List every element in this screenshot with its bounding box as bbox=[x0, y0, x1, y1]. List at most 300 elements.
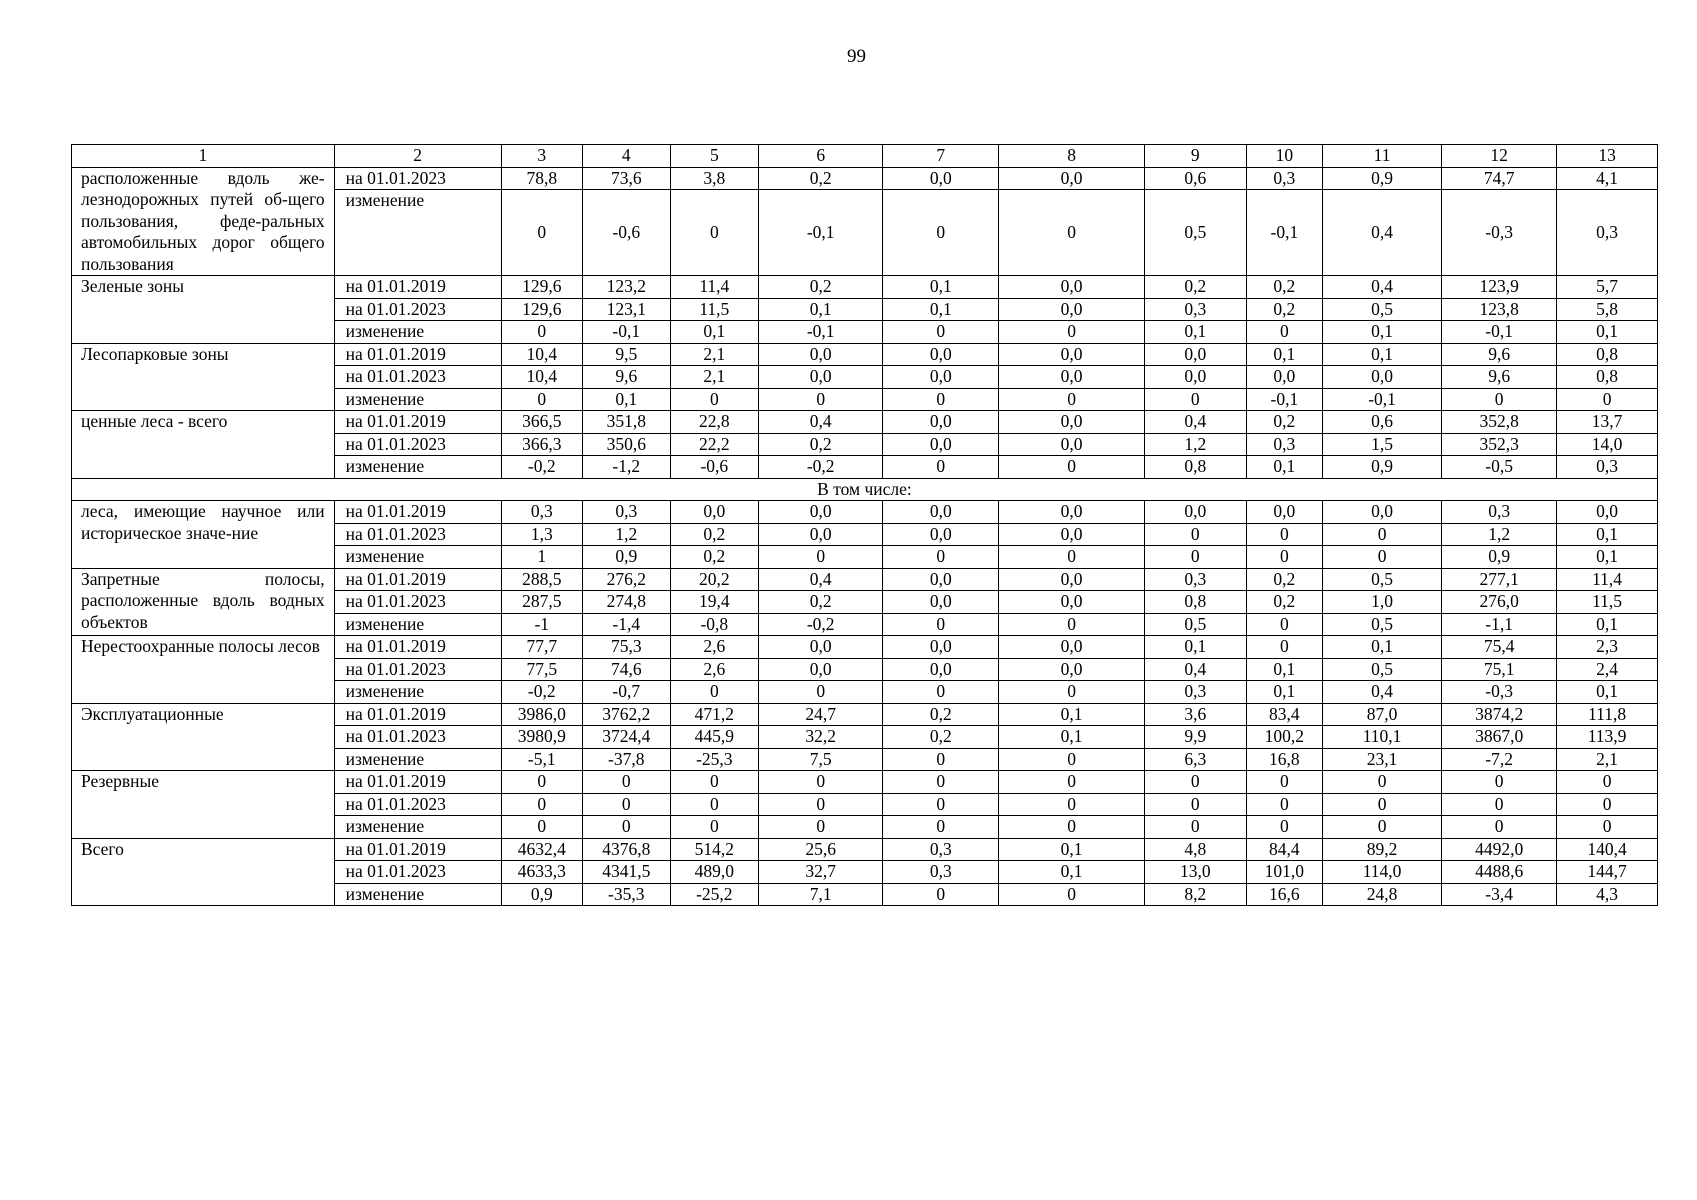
value-cell: 0 bbox=[1144, 816, 1246, 839]
value-cell: -1,2 bbox=[583, 456, 671, 479]
value-cell: 366,5 bbox=[501, 411, 582, 434]
value-cell: 0 bbox=[1144, 771, 1246, 794]
value-cell: 0,6 bbox=[1323, 411, 1442, 434]
value-cell: 0 bbox=[1557, 793, 1658, 816]
value-cell: 0,0 bbox=[1246, 366, 1322, 389]
value-cell: 0 bbox=[1246, 321, 1322, 344]
value-cell: 9,5 bbox=[583, 343, 671, 366]
value-cell: 0 bbox=[883, 613, 999, 636]
value-cell: 0,4 bbox=[1323, 190, 1442, 276]
value-cell: -25,3 bbox=[670, 748, 759, 771]
value-cell: 0 bbox=[759, 793, 883, 816]
value-cell: 0,1 bbox=[1557, 523, 1658, 546]
value-cell: 0 bbox=[759, 816, 883, 839]
value-cell: 0 bbox=[999, 388, 1145, 411]
value-cell: 0 bbox=[1442, 771, 1557, 794]
value-cell: 0,0 bbox=[883, 636, 999, 659]
category-cell: расположенные вдоль же-лезнодорожных путей об-щего пользования, феде-ральных автомобильных дорог общего пользования bbox=[72, 167, 335, 276]
column-number-cell: 10 bbox=[1246, 145, 1322, 168]
forest-statistics-table bbox=[71, 144, 1658, 906]
category-cell: Резервные bbox=[72, 771, 335, 839]
value-cell: 0 bbox=[1144, 523, 1246, 546]
value-cell: 0,2 bbox=[1246, 298, 1322, 321]
subheader-cell: В том числе: bbox=[72, 478, 1658, 501]
table-row bbox=[72, 703, 1658, 726]
value-cell: 0 bbox=[999, 456, 1145, 479]
value-cell: 140,4 bbox=[1557, 838, 1658, 861]
value-cell: 0 bbox=[1246, 816, 1322, 839]
value-cell: 0,3 bbox=[883, 861, 999, 884]
value-cell: 0,2 bbox=[670, 523, 759, 546]
period-cell: на 01.01.2019 bbox=[334, 568, 501, 591]
period-cell: на 01.01.2023 bbox=[334, 793, 501, 816]
period-cell: изменение bbox=[334, 613, 501, 636]
value-cell: 0,3 bbox=[1442, 501, 1557, 524]
value-cell: 0 bbox=[501, 388, 582, 411]
value-cell: 0,0 bbox=[999, 433, 1145, 456]
value-cell: 9,6 bbox=[1442, 343, 1557, 366]
value-cell: 0,5 bbox=[1323, 613, 1442, 636]
value-cell: 0,0 bbox=[759, 636, 883, 659]
value-cell: 23,1 bbox=[1323, 748, 1442, 771]
value-cell: 77,5 bbox=[501, 658, 582, 681]
value-cell: 0,3 bbox=[1144, 681, 1246, 704]
value-cell: 84,4 bbox=[1246, 838, 1322, 861]
value-cell: 77,7 bbox=[501, 636, 582, 659]
column-number-cell: 7 bbox=[883, 145, 999, 168]
value-cell: 0,1 bbox=[1323, 343, 1442, 366]
value-cell: 0,2 bbox=[1144, 276, 1246, 299]
value-cell: 0,0 bbox=[999, 167, 1145, 190]
value-cell: 0,2 bbox=[883, 726, 999, 749]
value-cell: 123,2 bbox=[583, 276, 671, 299]
value-cell: 1,2 bbox=[1442, 523, 1557, 546]
value-cell: 0,1 bbox=[1144, 636, 1246, 659]
value-cell: 0,0 bbox=[759, 523, 883, 546]
value-cell: 0,0 bbox=[883, 433, 999, 456]
value-cell: 0 bbox=[999, 883, 1145, 906]
value-cell: 0 bbox=[1246, 793, 1322, 816]
value-cell: 0,1 bbox=[999, 703, 1145, 726]
value-cell: 0,5 bbox=[1144, 613, 1246, 636]
value-cell: 0 bbox=[1323, 546, 1442, 569]
value-cell: 0,0 bbox=[883, 411, 999, 434]
value-cell: 0,1 bbox=[999, 838, 1145, 861]
table-row bbox=[72, 343, 1658, 366]
value-cell: -0,2 bbox=[759, 456, 883, 479]
value-cell: 11,4 bbox=[1557, 568, 1658, 591]
value-cell: 489,0 bbox=[670, 861, 759, 884]
column-number-cell: 1 bbox=[72, 145, 335, 168]
value-cell: 3762,2 bbox=[583, 703, 671, 726]
value-cell: 0,3 bbox=[501, 501, 582, 524]
value-cell: 352,3 bbox=[1442, 433, 1557, 456]
value-cell: 0,4 bbox=[759, 568, 883, 591]
value-cell: 0,0 bbox=[999, 411, 1145, 434]
value-cell: 0 bbox=[670, 793, 759, 816]
value-cell: -0,3 bbox=[1442, 190, 1557, 276]
period-cell: на 01.01.2023 bbox=[334, 366, 501, 389]
value-cell: 9,6 bbox=[583, 366, 671, 389]
value-cell: 0 bbox=[1323, 793, 1442, 816]
period-cell: изменение bbox=[334, 748, 501, 771]
period-cell: на 01.01.2023 bbox=[334, 523, 501, 546]
value-cell: 0 bbox=[670, 681, 759, 704]
value-cell: 0,1 bbox=[1323, 321, 1442, 344]
category-cell: леса, имеющие научное или историческое значе-ние bbox=[72, 501, 335, 569]
value-cell: 3,6 bbox=[1144, 703, 1246, 726]
value-cell: 0,1 bbox=[1246, 343, 1322, 366]
value-cell: 4,3 bbox=[1557, 883, 1658, 906]
value-cell: -0,2 bbox=[501, 456, 582, 479]
value-cell: 0,2 bbox=[883, 703, 999, 726]
value-cell: 129,6 bbox=[501, 298, 582, 321]
value-cell: -7,2 bbox=[1442, 748, 1557, 771]
value-cell: 0,0 bbox=[670, 501, 759, 524]
value-cell: 287,5 bbox=[501, 591, 582, 614]
subheader-row bbox=[72, 478, 1658, 501]
value-cell: 9,9 bbox=[1144, 726, 1246, 749]
value-cell: 0,1 bbox=[1144, 321, 1246, 344]
value-cell: 11,4 bbox=[670, 276, 759, 299]
value-cell: -0,2 bbox=[759, 613, 883, 636]
value-cell: 0,2 bbox=[759, 433, 883, 456]
value-cell: 0 bbox=[999, 613, 1145, 636]
value-cell: 0 bbox=[501, 816, 582, 839]
table-row bbox=[72, 276, 1658, 299]
value-cell: 0,2 bbox=[759, 591, 883, 614]
value-cell: 100,2 bbox=[1246, 726, 1322, 749]
category-cell: Лесопарковые зоны bbox=[72, 343, 335, 411]
period-cell: на 01.01.2019 bbox=[334, 343, 501, 366]
value-cell: 0 bbox=[501, 793, 582, 816]
value-cell: 114,0 bbox=[1323, 861, 1442, 884]
value-cell: 0,0 bbox=[883, 366, 999, 389]
value-cell: 1,0 bbox=[1323, 591, 1442, 614]
value-cell: 0 bbox=[999, 816, 1145, 839]
category-cell: Эксплуатационные bbox=[72, 703, 335, 771]
page-number: 99 bbox=[847, 46, 866, 67]
value-cell: 0 bbox=[883, 388, 999, 411]
value-cell: 111,8 bbox=[1557, 703, 1658, 726]
category-cell: Всего bbox=[72, 838, 335, 906]
value-cell: 0,6 bbox=[1144, 167, 1246, 190]
value-cell: 0 bbox=[1246, 613, 1322, 636]
value-cell: 3980,9 bbox=[501, 726, 582, 749]
value-cell: 0 bbox=[1557, 771, 1658, 794]
period-cell: изменение bbox=[334, 388, 501, 411]
column-number-cell: 3 bbox=[501, 145, 582, 168]
value-cell: 0,3 bbox=[1246, 433, 1322, 456]
value-cell: 0 bbox=[1442, 388, 1557, 411]
value-cell: 0 bbox=[999, 190, 1145, 276]
value-cell: -35,3 bbox=[583, 883, 671, 906]
value-cell: 0 bbox=[501, 190, 582, 276]
value-cell: 101,0 bbox=[1246, 861, 1322, 884]
value-cell: 4376,8 bbox=[583, 838, 671, 861]
value-cell: 74,6 bbox=[583, 658, 671, 681]
table-row bbox=[72, 411, 1658, 434]
value-cell: 73,6 bbox=[583, 167, 671, 190]
value-cell: 0,3 bbox=[1144, 298, 1246, 321]
period-cell: изменение bbox=[334, 321, 501, 344]
value-cell: 0,9 bbox=[1442, 546, 1557, 569]
value-cell: 0,5 bbox=[1144, 190, 1246, 276]
value-cell: 2,3 bbox=[1557, 636, 1658, 659]
value-cell: 0 bbox=[883, 816, 999, 839]
value-cell: 3874,2 bbox=[1442, 703, 1557, 726]
value-cell: 0,0 bbox=[999, 523, 1145, 546]
value-cell: 0 bbox=[670, 388, 759, 411]
value-cell: 0,1 bbox=[1557, 321, 1658, 344]
value-cell: 0,8 bbox=[1557, 343, 1658, 366]
value-cell: 0,0 bbox=[883, 591, 999, 614]
column-number-cell: 6 bbox=[759, 145, 883, 168]
value-cell: 0,9 bbox=[501, 883, 582, 906]
value-cell: 0,4 bbox=[1144, 411, 1246, 434]
value-cell: 2,1 bbox=[670, 343, 759, 366]
period-cell: на 01.01.2019 bbox=[334, 838, 501, 861]
value-cell: 89,2 bbox=[1323, 838, 1442, 861]
period-cell: на 01.01.2019 bbox=[334, 703, 501, 726]
table-row bbox=[72, 771, 1658, 794]
value-cell: 0,0 bbox=[999, 276, 1145, 299]
value-cell: 4,8 bbox=[1144, 838, 1246, 861]
value-cell: 1,2 bbox=[1144, 433, 1246, 456]
value-cell: 0,5 bbox=[1323, 298, 1442, 321]
period-cell: изменение bbox=[334, 816, 501, 839]
value-cell: 514,2 bbox=[670, 838, 759, 861]
value-cell: 0,1 bbox=[999, 861, 1145, 884]
value-cell: 0,4 bbox=[1323, 681, 1442, 704]
value-cell: -0,1 bbox=[1323, 388, 1442, 411]
value-cell: 0 bbox=[1144, 793, 1246, 816]
value-cell: 0 bbox=[1144, 546, 1246, 569]
value-cell: 10,4 bbox=[501, 343, 582, 366]
value-cell: -0,8 bbox=[670, 613, 759, 636]
value-cell: 0,2 bbox=[1246, 591, 1322, 614]
value-cell: 24,7 bbox=[759, 703, 883, 726]
value-cell: 0 bbox=[1557, 816, 1658, 839]
value-cell: 0,1 bbox=[1557, 681, 1658, 704]
value-cell: 0 bbox=[883, 883, 999, 906]
value-cell: 0,0 bbox=[883, 167, 999, 190]
column-number-cell: 4 bbox=[583, 145, 671, 168]
value-cell: 0,0 bbox=[759, 501, 883, 524]
value-cell: 0,9 bbox=[1323, 456, 1442, 479]
value-cell: -3,4 bbox=[1442, 883, 1557, 906]
value-cell: 4,1 bbox=[1557, 167, 1658, 190]
value-cell: 0,2 bbox=[1246, 568, 1322, 591]
value-cell: 0 bbox=[1557, 388, 1658, 411]
value-cell: 0,1 bbox=[759, 298, 883, 321]
value-cell: 123,8 bbox=[1442, 298, 1557, 321]
value-cell: 19,4 bbox=[670, 591, 759, 614]
value-cell: 10,4 bbox=[501, 366, 582, 389]
value-cell: 0 bbox=[1442, 793, 1557, 816]
value-cell: 0 bbox=[1323, 816, 1442, 839]
value-cell: 0,0 bbox=[1144, 343, 1246, 366]
value-cell: 0 bbox=[1246, 523, 1322, 546]
value-cell: 288,5 bbox=[501, 568, 582, 591]
value-cell: 0,0 bbox=[759, 366, 883, 389]
value-cell: 0 bbox=[759, 388, 883, 411]
period-cell: на 01.01.2019 bbox=[334, 276, 501, 299]
value-cell: 0 bbox=[883, 793, 999, 816]
value-cell: 276,2 bbox=[583, 568, 671, 591]
value-cell: 0,3 bbox=[883, 838, 999, 861]
value-cell: 0,1 bbox=[999, 726, 1145, 749]
value-cell: 277,1 bbox=[1442, 568, 1557, 591]
value-cell: -0,1 bbox=[759, 190, 883, 276]
value-cell: 351,8 bbox=[583, 411, 671, 434]
column-number-cell: 11 bbox=[1323, 145, 1442, 168]
value-cell: 1,3 bbox=[501, 523, 582, 546]
value-cell: 0 bbox=[583, 771, 671, 794]
value-cell: 0 bbox=[1246, 546, 1322, 569]
value-cell: 32,2 bbox=[759, 726, 883, 749]
value-cell: 22,8 bbox=[670, 411, 759, 434]
value-cell: 0,4 bbox=[1144, 658, 1246, 681]
value-cell: 14,0 bbox=[1557, 433, 1658, 456]
value-cell: 16,8 bbox=[1246, 748, 1322, 771]
value-cell: 75,4 bbox=[1442, 636, 1557, 659]
value-cell: 11,5 bbox=[670, 298, 759, 321]
value-cell: 3724,4 bbox=[583, 726, 671, 749]
period-cell: на 01.01.2023 bbox=[334, 726, 501, 749]
value-cell: -0,5 bbox=[1442, 456, 1557, 479]
value-cell: 3986,0 bbox=[501, 703, 582, 726]
value-cell: 0,0 bbox=[1323, 366, 1442, 389]
value-cell: -0,6 bbox=[583, 190, 671, 276]
period-cell: на 01.01.2019 bbox=[334, 771, 501, 794]
value-cell: 2,4 bbox=[1557, 658, 1658, 681]
value-cell: 0 bbox=[883, 546, 999, 569]
value-cell: 0,1 bbox=[1246, 681, 1322, 704]
value-cell: 0 bbox=[999, 546, 1145, 569]
value-cell: 123,9 bbox=[1442, 276, 1557, 299]
column-number-row bbox=[72, 145, 1658, 168]
value-cell: -1 bbox=[501, 613, 582, 636]
category-cell: Запретные полосы, расположенные вдоль водных объектов bbox=[72, 568, 335, 636]
value-cell: -0,1 bbox=[1442, 321, 1557, 344]
value-cell: 0,1 bbox=[883, 298, 999, 321]
value-cell: 2,1 bbox=[670, 366, 759, 389]
value-cell: 0,0 bbox=[759, 343, 883, 366]
value-cell: 0,0 bbox=[999, 591, 1145, 614]
value-cell: 0 bbox=[759, 771, 883, 794]
value-cell: 4341,5 bbox=[583, 861, 671, 884]
value-cell: 16,6 bbox=[1246, 883, 1322, 906]
value-cell: 0,0 bbox=[1246, 501, 1322, 524]
value-cell: 0,2 bbox=[759, 276, 883, 299]
period-cell: изменение bbox=[334, 681, 501, 704]
value-cell: 0 bbox=[1144, 388, 1246, 411]
value-cell: 0,0 bbox=[883, 343, 999, 366]
period-cell: на 01.01.2023 bbox=[334, 167, 501, 190]
value-cell: 276,0 bbox=[1442, 591, 1557, 614]
value-cell: 0 bbox=[670, 771, 759, 794]
value-cell: 22,2 bbox=[670, 433, 759, 456]
value-cell: 0 bbox=[759, 546, 883, 569]
value-cell: 0 bbox=[583, 816, 671, 839]
value-cell: 123,1 bbox=[583, 298, 671, 321]
period-cell: на 01.01.2023 bbox=[334, 591, 501, 614]
value-cell: 13,0 bbox=[1144, 861, 1246, 884]
value-cell: 0,1 bbox=[883, 276, 999, 299]
value-cell: 0 bbox=[1246, 636, 1322, 659]
value-cell: 3867,0 bbox=[1442, 726, 1557, 749]
value-cell: 0,3 bbox=[1144, 568, 1246, 591]
column-number-cell: 9 bbox=[1144, 145, 1246, 168]
column-number-cell: 5 bbox=[670, 145, 759, 168]
value-cell: 0,5 bbox=[1323, 568, 1442, 591]
value-cell: 4488,6 bbox=[1442, 861, 1557, 884]
value-cell: 0,0 bbox=[1557, 501, 1658, 524]
value-cell: 0,0 bbox=[1144, 366, 1246, 389]
value-cell: 4632,4 bbox=[501, 838, 582, 861]
period-cell: изменение bbox=[334, 456, 501, 479]
period-cell: изменение bbox=[334, 883, 501, 906]
value-cell: 0,2 bbox=[670, 546, 759, 569]
value-cell: -1,4 bbox=[583, 613, 671, 636]
value-cell: 2,1 bbox=[1557, 748, 1658, 771]
value-cell: 0,1 bbox=[583, 388, 671, 411]
value-cell: 4492,0 bbox=[1442, 838, 1557, 861]
value-cell: 87,0 bbox=[1323, 703, 1442, 726]
period-cell: на 01.01.2019 bbox=[334, 636, 501, 659]
value-cell: 0,0 bbox=[999, 343, 1145, 366]
value-cell: 0 bbox=[501, 321, 582, 344]
value-cell: -5,1 bbox=[501, 748, 582, 771]
period-cell: изменение bbox=[334, 190, 501, 276]
value-cell: 0 bbox=[1323, 523, 1442, 546]
value-cell: 0,0 bbox=[883, 523, 999, 546]
value-cell: 0 bbox=[999, 748, 1145, 771]
value-cell: -37,8 bbox=[583, 748, 671, 771]
table-row bbox=[72, 501, 1658, 524]
column-number-cell: 2 bbox=[334, 145, 501, 168]
value-cell: 0,0 bbox=[999, 636, 1145, 659]
value-cell: 0,8 bbox=[1144, 456, 1246, 479]
value-cell: 3,8 bbox=[670, 167, 759, 190]
value-cell: 0 bbox=[759, 681, 883, 704]
value-cell: 0,0 bbox=[1144, 501, 1246, 524]
value-cell: 0 bbox=[1323, 771, 1442, 794]
value-cell: 113,9 bbox=[1557, 726, 1658, 749]
table-row bbox=[72, 636, 1658, 659]
category-cell: Зеленые зоны bbox=[72, 276, 335, 344]
period-cell: изменение bbox=[334, 546, 501, 569]
value-cell: 0 bbox=[999, 321, 1145, 344]
value-cell: 0,0 bbox=[759, 658, 883, 681]
value-cell: 0,8 bbox=[1144, 591, 1246, 614]
value-cell: 0 bbox=[883, 681, 999, 704]
value-cell: 0 bbox=[670, 816, 759, 839]
value-cell: -0,2 bbox=[501, 681, 582, 704]
value-cell: 7,5 bbox=[759, 748, 883, 771]
value-cell: 7,1 bbox=[759, 883, 883, 906]
value-cell: 445,9 bbox=[670, 726, 759, 749]
value-cell: -0,1 bbox=[583, 321, 671, 344]
value-cell: 0,1 bbox=[670, 321, 759, 344]
value-cell: 0,4 bbox=[1323, 276, 1442, 299]
value-cell: 0,5 bbox=[1323, 658, 1442, 681]
value-cell: 366,3 bbox=[501, 433, 582, 456]
value-cell: 13,7 bbox=[1557, 411, 1658, 434]
value-cell: -0,1 bbox=[1246, 388, 1322, 411]
value-cell: 2,6 bbox=[670, 636, 759, 659]
